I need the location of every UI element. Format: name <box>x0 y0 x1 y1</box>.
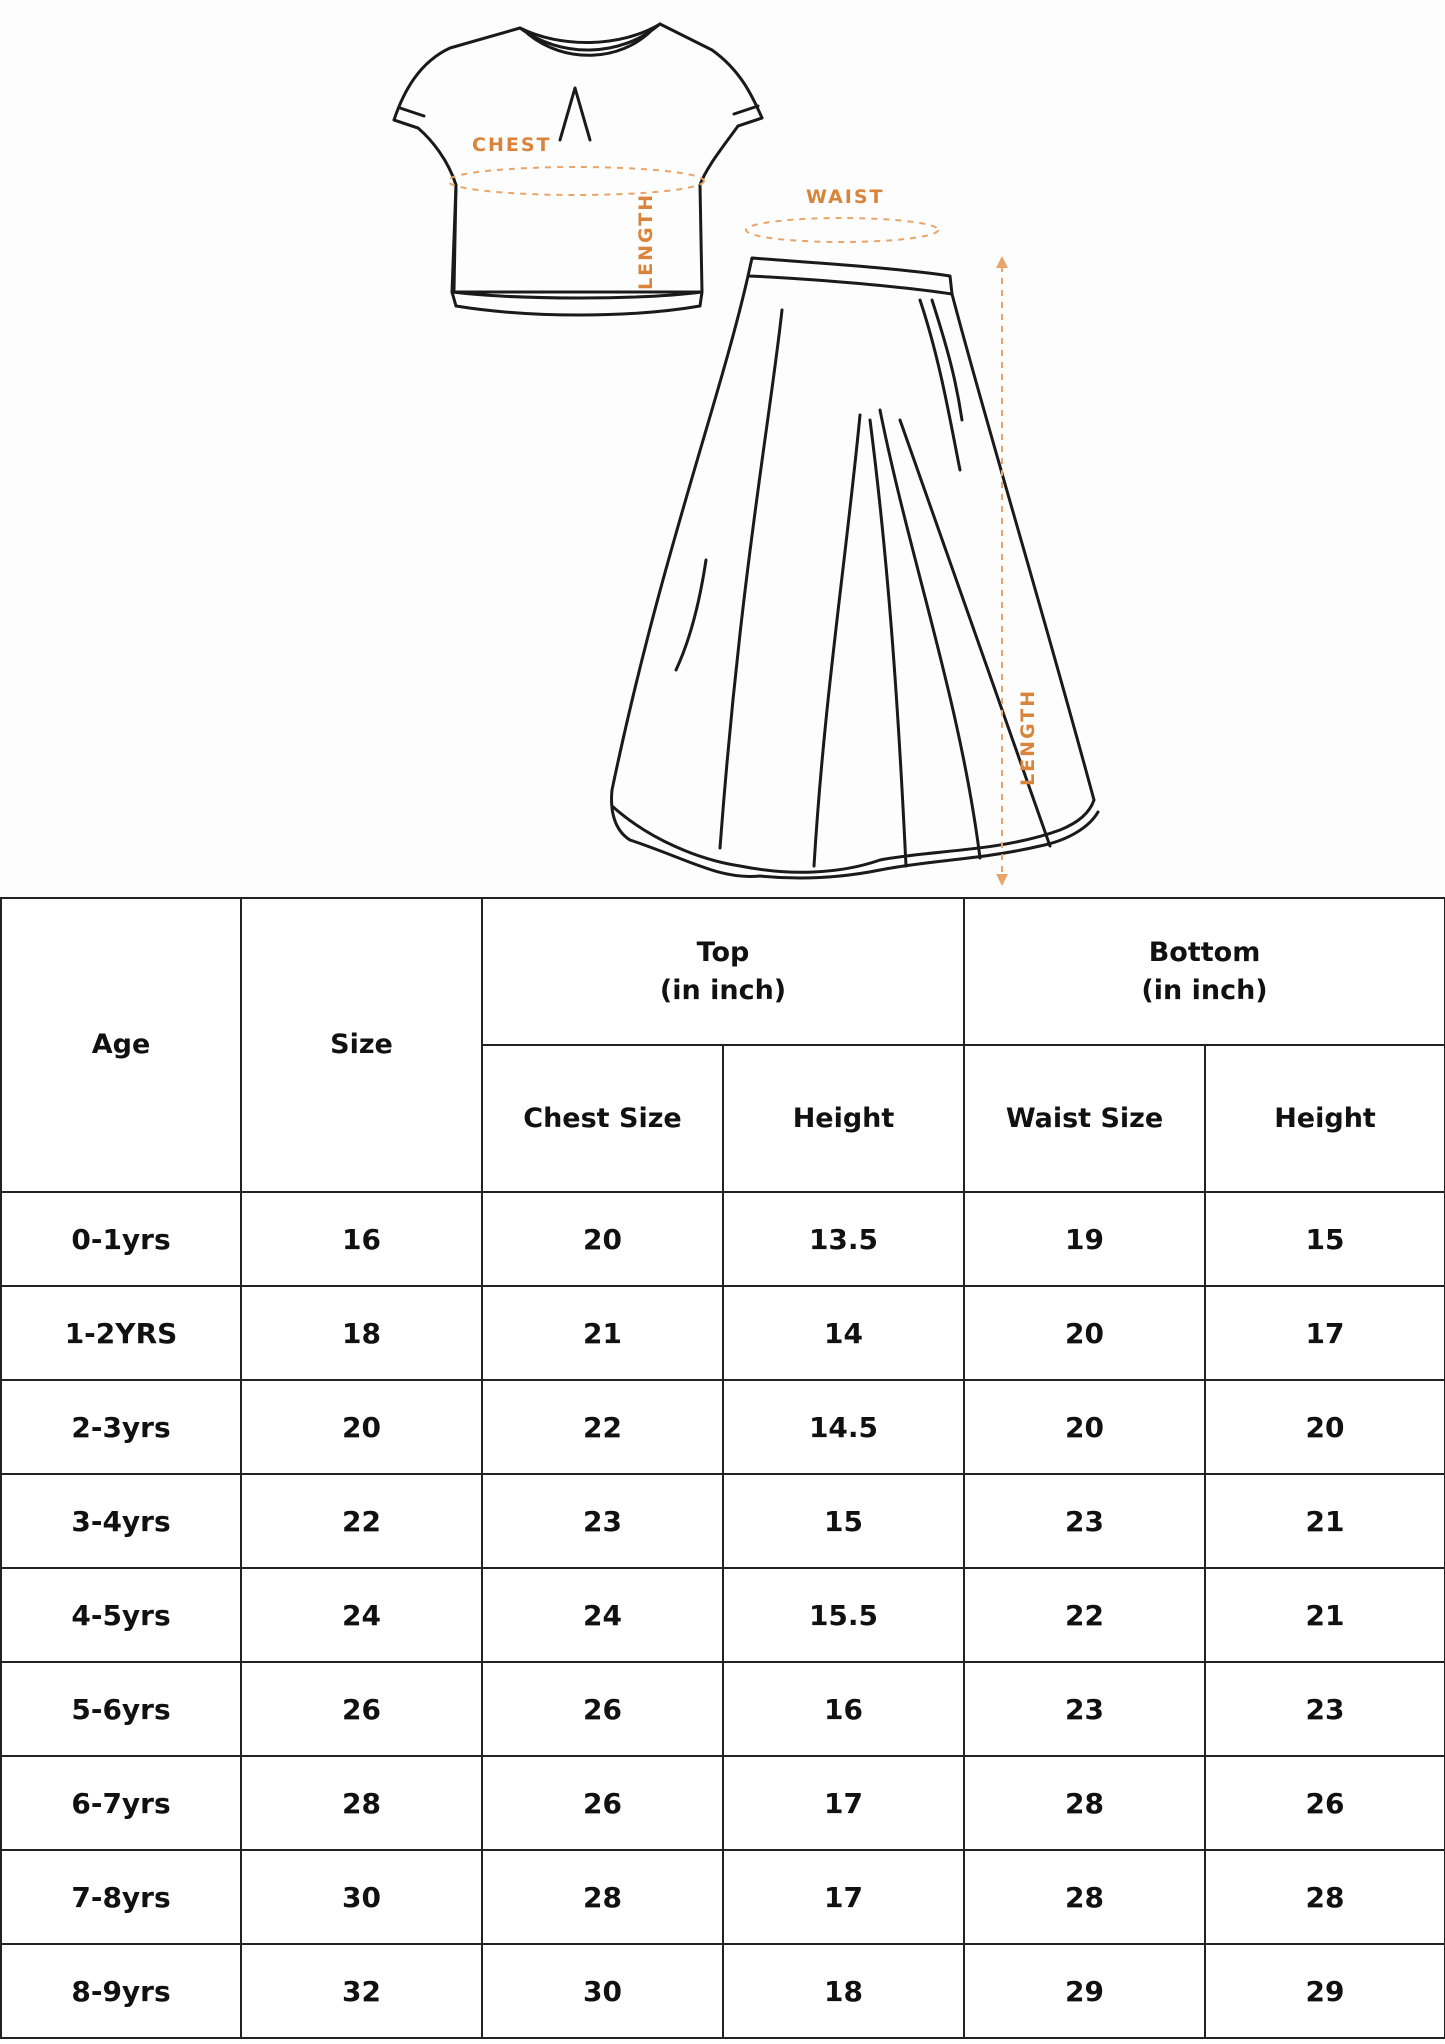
age-cell: 6-7yrs <box>1 1756 241 1850</box>
table-row <box>1 1192 1445 1286</box>
bottom-height-header: Height <box>1205 1045 1445 1192</box>
waist-size-cell: 28 <box>964 1756 1205 1850</box>
table-row <box>1 1474 1445 1568</box>
age-cell: 8-9yrs <box>1 1944 241 2038</box>
bottom-height-cell: 29 <box>1205 1944 1445 2038</box>
bottom-height-cell: 28 <box>1205 1850 1445 1944</box>
chest-size-cell: 30 <box>482 1944 723 2038</box>
age-cell: 7-8yrs <box>1 1850 241 1944</box>
top-height-cell: 17 <box>723 1756 964 1850</box>
waist-size-cell: 23 <box>964 1474 1205 1568</box>
size-cell: 26 <box>241 1662 482 1756</box>
top-height-cell: 16 <box>723 1662 964 1756</box>
bottom-height-cell: 21 <box>1205 1474 1445 1568</box>
waist-size-cell: 29 <box>964 1944 1205 2038</box>
crop-top-sketch <box>394 24 762 315</box>
table-row <box>1 1568 1445 1662</box>
top-height-cell: 17 <box>723 1850 964 1944</box>
size-cell: 24 <box>241 1568 482 1662</box>
age-cell: 3-4yrs <box>1 1474 241 1568</box>
bottom-length-label: LENGTH <box>1017 688 1039 786</box>
chest-size-cell: 23 <box>482 1474 723 1568</box>
waist-size-cell: 22 <box>964 1568 1205 1662</box>
garment-sketch <box>0 0 1445 898</box>
garment-illustration <box>0 0 1445 898</box>
chest-size-cell: 21 <box>482 1286 723 1380</box>
age-cell: 2-3yrs <box>1 1380 241 1474</box>
bottom-height-cell: 20 <box>1205 1380 1445 1474</box>
bottom-height-cell: 23 <box>1205 1662 1445 1756</box>
top-height-header: Height <box>723 1045 964 1192</box>
bottom-unit: (in inch) <box>1141 974 1268 1006</box>
waist-size-cell: 19 <box>964 1192 1205 1286</box>
waist-size-cell: 28 <box>964 1850 1205 1944</box>
table-row <box>1 1756 1445 1850</box>
top-length-label: LENGTH <box>635 192 657 290</box>
chest-size-cell: 20 <box>482 1192 723 1286</box>
size-cell: 18 <box>241 1286 482 1380</box>
top-height-cell: 15 <box>723 1474 964 1568</box>
top-height-cell: 13.5 <box>723 1192 964 1286</box>
waist-size-header: Waist Size <box>964 1045 1205 1192</box>
bottom-height-cell: 26 <box>1205 1756 1445 1850</box>
top-height-cell: 14 <box>723 1286 964 1380</box>
top-unit: (in inch) <box>659 974 787 1006</box>
bottom-height-cell: 21 <box>1205 1568 1445 1662</box>
top-title: Top <box>696 936 750 968</box>
bottom-height-cell: 17 <box>1205 1286 1445 1380</box>
top-group-header <box>482 898 964 1045</box>
age-header: Age <box>1 898 241 1192</box>
size-cell: 32 <box>241 1944 482 2038</box>
size-cell: 28 <box>241 1756 482 1850</box>
waist-size-cell: 20 <box>964 1286 1205 1380</box>
bottom-height-cell: 15 <box>1205 1192 1445 1286</box>
table-row <box>1 1662 1445 1756</box>
chest-size-cell: 22 <box>482 1380 723 1474</box>
chest-size-header: Chest Size <box>482 1045 723 1192</box>
table-header-row <box>1 898 1445 1045</box>
table-row <box>1 1286 1445 1380</box>
age-cell: 1-2YRS <box>1 1286 241 1380</box>
chest-size-cell: 26 <box>482 1662 723 1756</box>
size-cell: 22 <box>241 1474 482 1568</box>
age-cell: 5-6yrs <box>1 1662 241 1756</box>
age-cell: 4-5yrs <box>1 1568 241 1662</box>
bottom-title: Bottom <box>1148 936 1261 968</box>
waist-size-cell: 20 <box>964 1380 1205 1474</box>
table-row <box>1 1850 1445 1944</box>
top-height-cell: 15.5 <box>723 1568 964 1662</box>
chest-size-cell: 26 <box>482 1756 723 1850</box>
table-row <box>1 1380 1445 1474</box>
size-chart-table <box>0 897 1445 2039</box>
waist-guide <box>746 218 938 242</box>
chest-label: CHEST <box>472 134 552 156</box>
bottom-length-arrow <box>996 256 1008 886</box>
size-cell: 16 <box>241 1192 482 1286</box>
size-header: Size <box>241 898 482 1192</box>
bottom-group-header <box>964 898 1445 1045</box>
top-height-cell: 18 <box>723 1944 964 2038</box>
chest-size-cell: 28 <box>482 1850 723 1944</box>
age-cell: 0-1yrs <box>1 1192 241 1286</box>
chest-guide <box>448 167 704 195</box>
table-row <box>1 1944 1445 2038</box>
size-cell: 30 <box>241 1850 482 1944</box>
waist-label: WAIST <box>806 186 885 208</box>
size-cell: 20 <box>241 1380 482 1474</box>
waist-size-cell: 23 <box>964 1662 1205 1756</box>
top-height-cell: 14.5 <box>723 1380 964 1474</box>
chest-size-cell: 24 <box>482 1568 723 1662</box>
